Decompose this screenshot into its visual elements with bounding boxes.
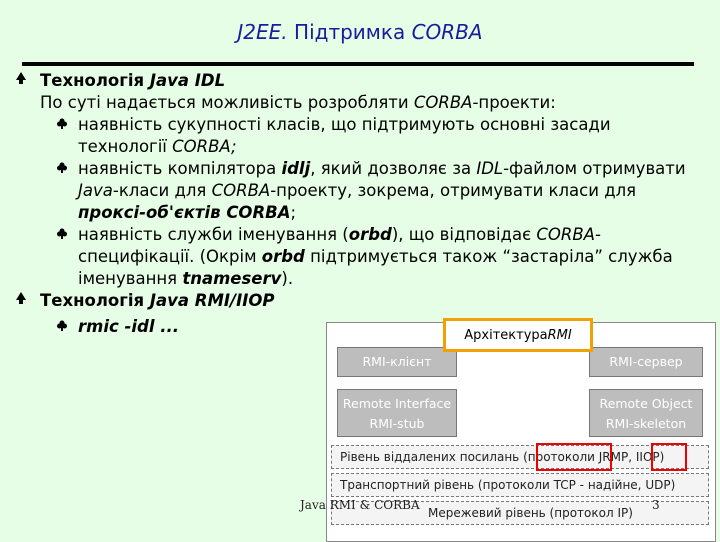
sub-bullet-compiler: наявність компілятора idlj, який дозволяє за IDL-файлом отримувати Java-класи для CORBA-проекту, зокрема, отримувати класи для проксі-об'єктів CORBA; <box>78 158 700 224</box>
remote-interface-box: Remote Interface RMI-stub <box>337 389 457 437</box>
rmi-client-box: RMI-клієнт <box>337 347 457 377</box>
title-divider <box>22 62 694 66</box>
bullet-icon <box>15 291 27 305</box>
title-suffix: CORBA <box>411 20 483 44</box>
page-number: 3 <box>652 498 660 512</box>
bullet-icon <box>15 71 27 85</box>
title-middle: Підтримка <box>287 20 412 44</box>
network-layer: Мережевий рівень (протокол IP) <box>331 501 709 525</box>
sub-bullet-naming: наявність служби іменування (orbd), що відповідає CORBA-специфікації. (Окрім orbd підтримується також “застаріла” служба іменування tnameserv). <box>78 224 700 290</box>
sub-bullet-icon <box>57 162 67 174</box>
sub-bullet-icon <box>57 228 67 240</box>
title-prefix: J2EE. <box>237 20 288 44</box>
architecture-label: Архітектура RMI <box>443 318 593 352</box>
remote-object-box: Remote Object RMI-skeleton <box>589 389 703 437</box>
footer-text: Java RMI & CORBA <box>300 498 420 512</box>
slide-title <box>0 20 720 44</box>
sub-bullet-icon <box>57 118 67 130</box>
remote-reference-layer: Рівень віддалених посилань (протоколи JRMP, IIOP) <box>331 445 709 469</box>
slide-content <box>40 70 700 338</box>
sub-bullet-classes: наявність сукупності класів, що підтримують основні засади технології CORBA; <box>78 114 700 158</box>
transport-layer: Транспортний рівень (протоколи TCP - надійне, UDP) <box>331 473 709 497</box>
rmi-server-box: RMI-сервер <box>589 347 703 377</box>
bullet-java-rmi: Технологія Java RMI/IIOP <box>40 290 700 312</box>
iiop-highlight <box>651 443 687 471</box>
bullet-java-idl: Технологія Java IDL <box>40 70 700 92</box>
sub-bullet-rmic: rmic -idl ... <box>78 316 700 338</box>
sub-bullet-icon <box>57 320 67 332</box>
protocol-highlight <box>536 443 612 471</box>
intro-text: По суті надається можливість розробляти CORBA-проекти: <box>40 93 556 112</box>
